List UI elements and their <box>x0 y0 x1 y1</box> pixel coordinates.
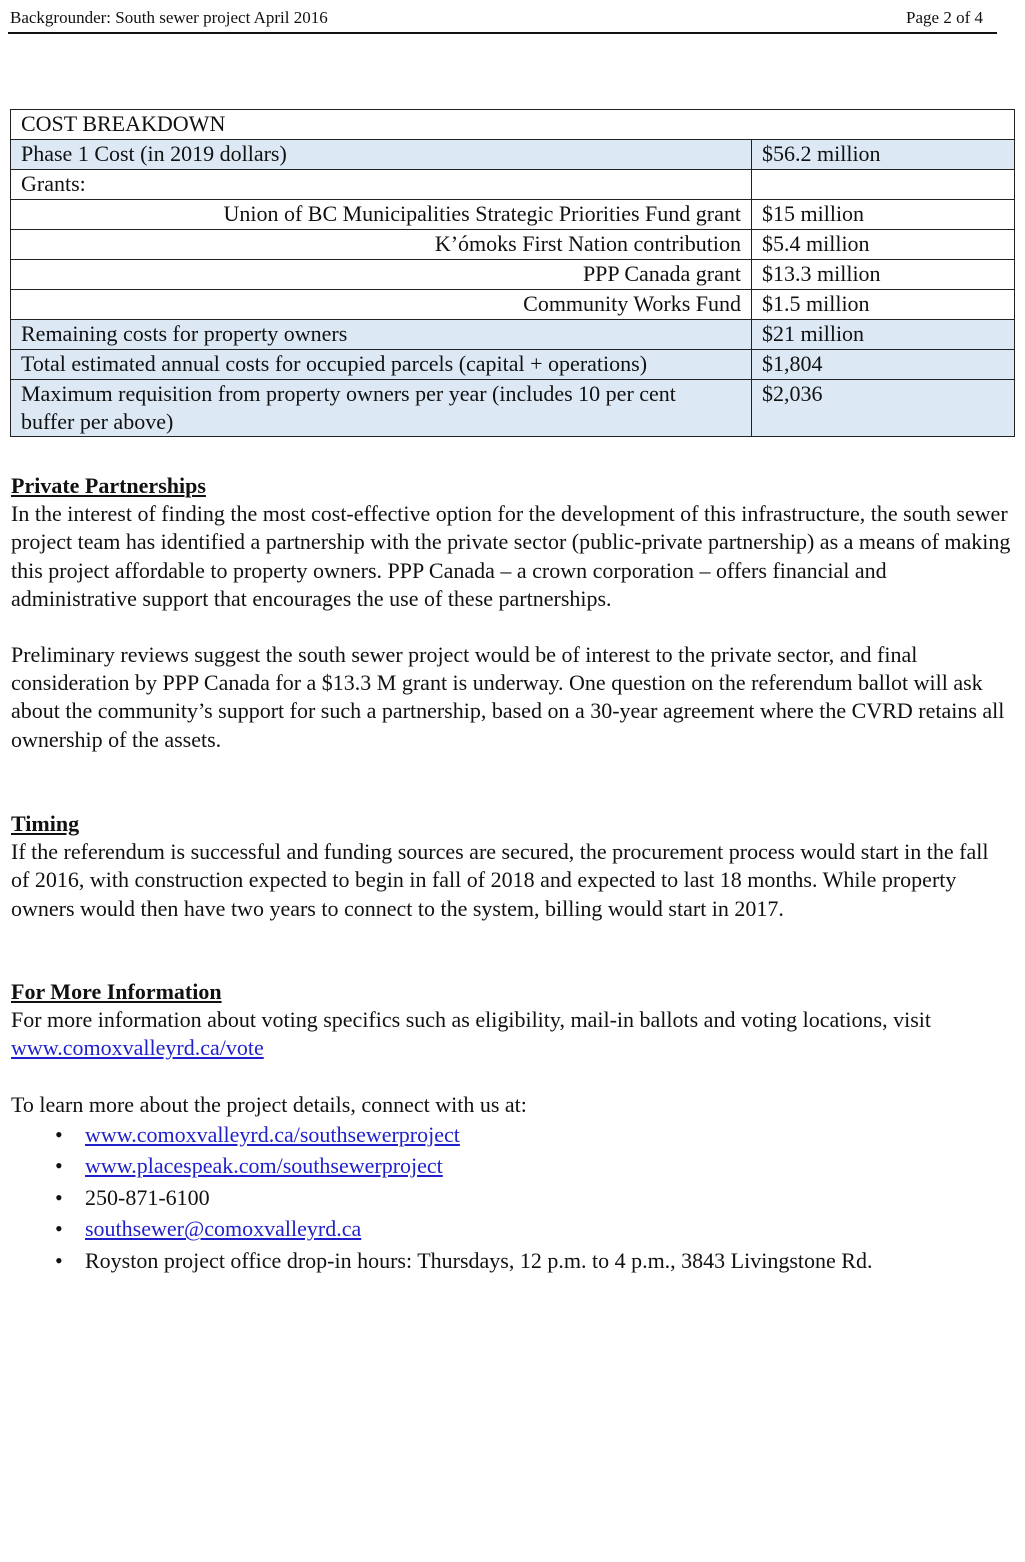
timing-section <box>11 810 1011 923</box>
page-header <box>8 6 997 34</box>
list-item <box>11 1213 1011 1245</box>
table-row <box>11 200 1015 230</box>
section-heading: For More Information <box>11 979 222 1004</box>
paragraph: In the interest of finding the most cost-effective option for the development of this infrastructure, the south sewer project team has identified a partnership with the private sector (public-private partnership) as a means of making this project affordable to property owners. PPP Canada – a crown corporation – offers financial and administrative support that encourages the use of these partnerships. <box>11 501 1011 611</box>
contact-list <box>11 1119 1011 1277</box>
row-label: Community Works Fund <box>11 290 752 320</box>
paragraph: If the referendum is successful and funding sources are secured, the procurement process would start in the fall of 2016, with construction expected to begin in fall of 2018 and expected to last 18 months. While property owners would then have two years to connect to the system, billing would start in 2017. <box>11 839 989 921</box>
row-label: Remaining costs for property owners <box>11 320 752 350</box>
placespeak-link[interactable]: www.placespeak.com/southsewerproject <box>85 1153 443 1179</box>
paragraph-text: For more information about voting specifics such as eligibility, mail-in ballots and voting locations, visit <box>11 1007 931 1033</box>
section-heading: Timing <box>11 811 80 836</box>
vote-link[interactable]: www.comoxvalleyrd.ca/vote <box>11 1035 264 1061</box>
table-row <box>11 140 1015 170</box>
bullet-icon: • <box>55 1184 63 1210</box>
paragraph <box>11 1006 1011 1062</box>
list-item <box>11 1245 1011 1277</box>
page-number: Page 2 of 4 <box>906 8 983 27</box>
phone-number: 250-871-6100 <box>85 1184 210 1210</box>
row-label: Total estimated annual costs for occupied parcels (capital + operations) <box>11 350 752 380</box>
row-label: K’ómoks First Nation contribution <box>11 230 752 260</box>
private-partnerships-section <box>11 472 1011 754</box>
row-value: $1.5 million <box>752 290 1015 320</box>
section-heading: Private Partnerships <box>11 473 206 498</box>
table-row <box>11 290 1015 320</box>
more-info-section <box>11 978 1011 1276</box>
row-label: Maximum requisition from property owners per year (includes 10 per cent buffer per above) <box>11 380 752 437</box>
table-title: COST BREAKDOWN <box>11 110 1015 140</box>
list-item <box>11 1182 1011 1214</box>
email-link[interactable]: southsewer@comoxvalleyrd.ca <box>85 1216 362 1242</box>
row-label: Phase 1 Cost (in 2019 dollars) <box>11 140 752 170</box>
list-item <box>11 1119 1011 1151</box>
row-label: PPP Canada grant <box>11 260 752 290</box>
table-title-row <box>11 110 1015 140</box>
row-value: $2,036 <box>752 380 1015 437</box>
table-row <box>11 170 1015 200</box>
connect-intro: To learn more about the project details, connect with us at: <box>11 1091 527 1117</box>
paragraph: Preliminary reviews suggest the south sewer project would be of interest to the private sector, and final consideration by PPP Canada for a $13.3 M grant is underway. One question on the referendum ballot will ask about the community’s support for such a partnership, based on a 30-year agreement where the CVRD retains all ownership of the assets. <box>11 642 1005 752</box>
table-row <box>11 380 1015 437</box>
project-website-link[interactable]: www.comoxvalleyrd.ca/southsewerproject <box>85 1121 460 1147</box>
bullet-icon: • <box>55 1216 63 1242</box>
row-value: $5.4 million <box>752 230 1015 260</box>
cost-breakdown-table <box>10 109 1015 437</box>
row-value: $56.2 million <box>752 140 1015 170</box>
bullet-icon: • <box>55 1153 63 1179</box>
office-hours: Royston project office drop-in hours: Thursdays, 12 p.m. to 4 p.m., 3843 Livingstone Rd. <box>85 1247 873 1273</box>
row-label: Grants: <box>11 170 752 200</box>
row-label: Union of BC Municipalities Strategic Priorities Fund grant <box>11 200 752 230</box>
list-item <box>11 1150 1011 1182</box>
table-row <box>11 350 1015 380</box>
table-row <box>11 230 1015 260</box>
row-value: $13.3 million <box>752 260 1015 290</box>
row-value: $15 million <box>752 200 1015 230</box>
table-row <box>11 320 1015 350</box>
bullet-icon: • <box>55 1121 63 1147</box>
row-value: $21 million <box>752 320 1015 350</box>
bullet-icon: • <box>55 1247 63 1273</box>
row-value: $1,804 <box>752 350 1015 380</box>
table-row <box>11 260 1015 290</box>
row-value <box>752 170 1015 200</box>
document-title: Backgrounder: South sewer project April 2016 <box>10 8 328 27</box>
